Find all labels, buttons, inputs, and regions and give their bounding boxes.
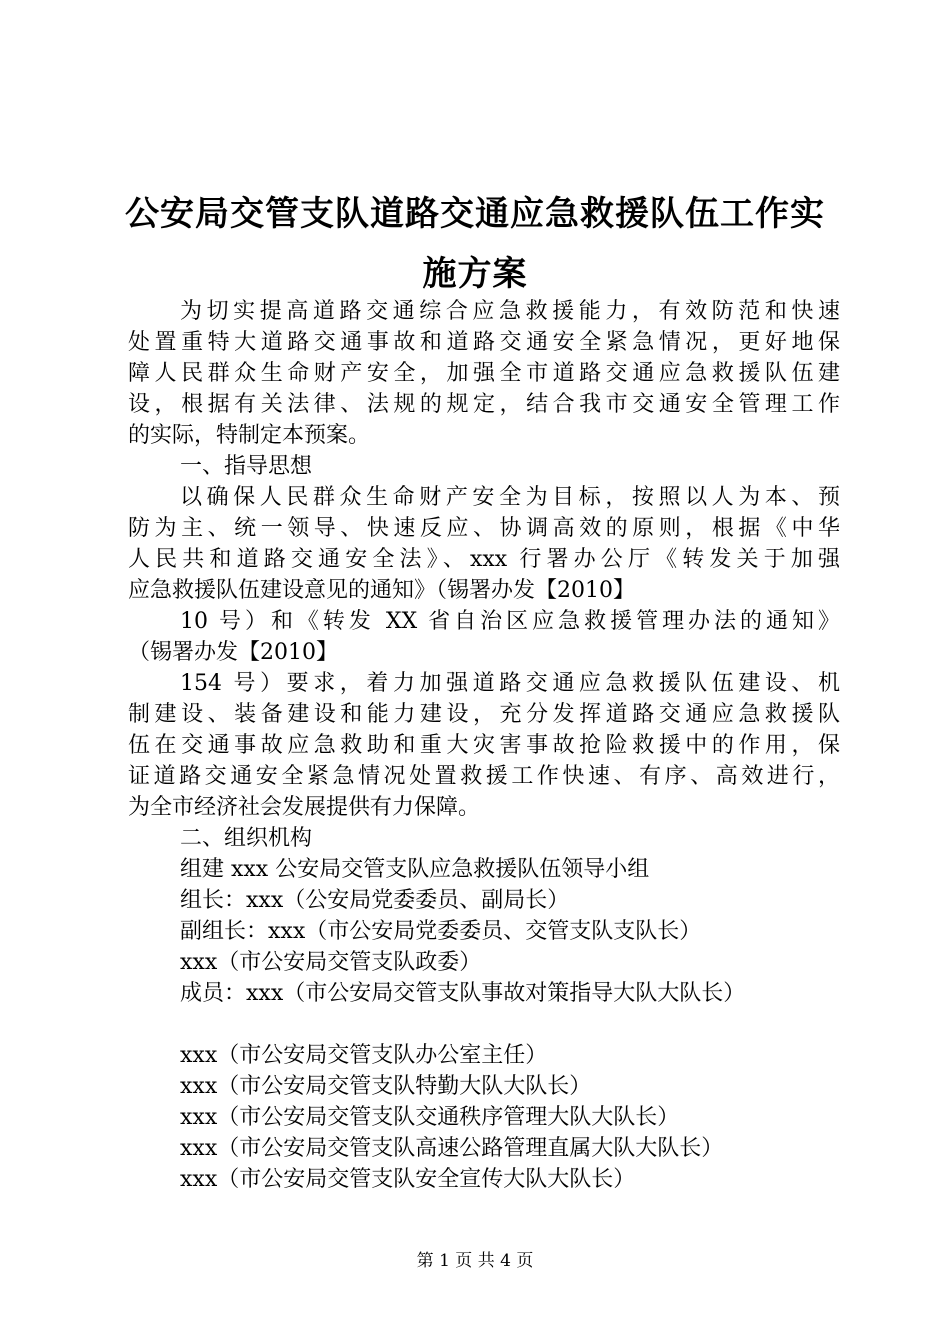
- paragraph-line: 以确保人民群众生命财产安全为目标，按照以人为本、预: [180, 485, 840, 510]
- paragraph-line: 为切实提高道路交通综合应急救援能力，有效防范和快速: [180, 299, 840, 324]
- blank-line: [128, 1009, 840, 1040]
- paragraph-line: 设，根据有关法律、法规的规定，结合我市交通安全管理工作: [128, 392, 840, 417]
- org-line: 组长：xxx（公安局党委委员、副局长）: [180, 888, 570, 913]
- org-line: xxx（市公安局交管支队安全宣传大队大队长）: [180, 1167, 636, 1192]
- paragraph-line: 应急救援队伍建设意见的通知》（锡署办发【2010】: [128, 578, 635, 603]
- org-line: 副组长：xxx（市公安局党委委员、交管支队支队长）: [180, 919, 702, 944]
- paragraph-line: 人民共和道路交通安全法》、xxx 行署办公厅《转发关于加强: [128, 547, 840, 572]
- org-line: xxx（市公安局交管支队高速公路管理直属大队大队长）: [180, 1136, 724, 1161]
- paragraph-line: 伍在交通事故应急救助和重大灾害事故抢险救援中的作用，保: [128, 733, 840, 758]
- paragraph-line: 10 号）和《转发 XX 省自治区应急救援管理办法的通知》: [180, 609, 840, 634]
- org-line: xxx（市公安局交管支队交通秩序管理大队大队长）: [180, 1105, 680, 1130]
- paragraph-line: 防为主、统一领导、快速反应、协调高效的原则，根据《中华: [128, 516, 840, 541]
- org-line: xxx（市公安局交管支队办公室主任）: [180, 1043, 548, 1068]
- org-line: 组建 xxx 公安局交管支队应急救援队伍领导小组: [180, 857, 650, 882]
- paragraph-line: 的实际，特制定本预案。: [128, 423, 371, 448]
- paragraph-line: （锡署办发【2010】: [128, 640, 338, 665]
- paragraph-line: 制建设、装备建设和能力建设，充分发挥道路交通应急救援队: [128, 702, 840, 727]
- section-heading: 一、指导思想: [180, 454, 313, 479]
- page-footer: 第 1 页 共 4 页: [416, 1251, 534, 1271]
- paragraph-line: 154 号）要求，着力加强道路交通应急救援队伍建设、机: [180, 671, 840, 696]
- document-title-line-2: 施方案: [422, 254, 528, 294]
- org-line: xxx（市公安局交管支队特勤大队大队长）: [180, 1074, 592, 1099]
- org-line: xxx（市公安局交管支队政委）: [180, 950, 482, 975]
- org-line: 成员：xxx（市公安局交管支队事故对策指导大队大队长）: [180, 981, 746, 1006]
- paragraph-line: 证道路交通安全紧急情况处置救援工作快速、有序、高效进行，: [128, 764, 840, 789]
- section-heading: 二、组织机构: [180, 826, 313, 851]
- paragraph-line: 为全市经济社会发展提供有力保障。: [128, 795, 481, 820]
- document-title-line-1: 公安局交管支队道路交通应急救援队伍工作实: [125, 194, 825, 234]
- paragraph-line: 处置重特大道路交通事故和道路交通安全紧急情况，更好地保: [128, 330, 840, 355]
- document-body: [128, 296, 840, 1195]
- paragraph-line: 障人民群众生命财产安全，加强全市道路交通应急救援队伍建: [128, 361, 840, 386]
